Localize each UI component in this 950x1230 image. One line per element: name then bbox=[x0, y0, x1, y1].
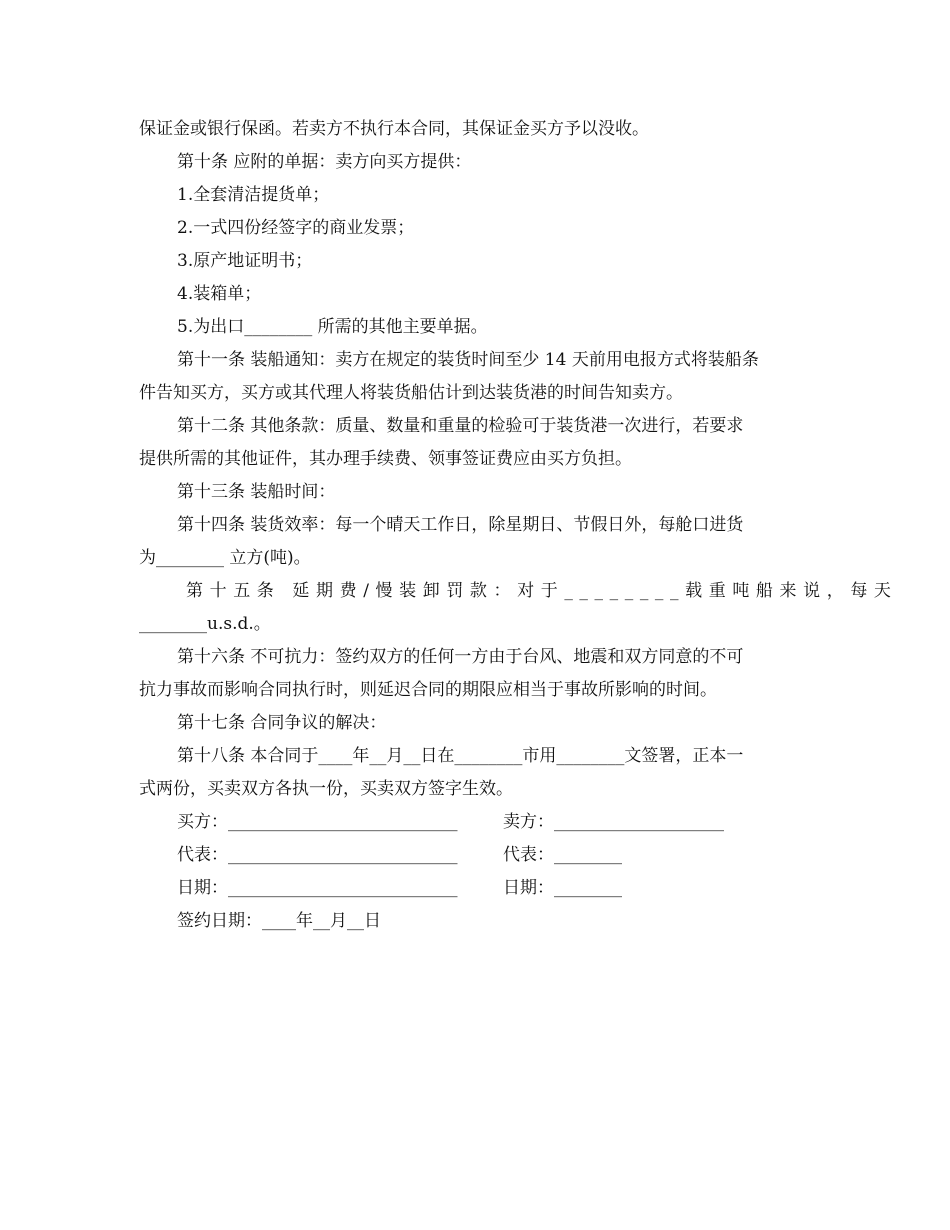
article-12-line-2: 提供所需的其他证件，其办理手续费、领事签证费应由买方负担。 bbox=[139, 449, 632, 469]
buyer-signature-line: 买方：___________________________ bbox=[177, 812, 458, 832]
document-item-5: 5.为出口________ 所需的其他主要单据。 bbox=[177, 317, 488, 337]
signing-date-line: 签约日期：____年__月__日 bbox=[177, 911, 381, 931]
article-18-line-1: 第十八条 本合同于____年__月__日在________市用________文签署，正本一 bbox=[177, 746, 744, 766]
article-12-line-1: 第十二条 其他条款：质量、数量和重量的检验可于装货港一次进行，若要求 bbox=[177, 416, 744, 436]
seller-date-line: 日期：________ bbox=[503, 878, 622, 898]
article-14-line-1: 第十四条 装货效率：每一个晴天工作日，除星期日、节假日外，每舱口进货 bbox=[177, 515, 744, 535]
article-17-line: 第十七条 合同争议的解决： bbox=[177, 713, 387, 733]
article-11-line-2: 件告知买方，买方或其代理人将装货船估计到达装货港的时间告知卖方。 bbox=[139, 383, 683, 403]
document-item-1: 1.全套清洁提货单； bbox=[177, 185, 330, 205]
seller-signature-line: 卖方：____________________ bbox=[503, 812, 724, 832]
article-16-line-1: 第十六条 不可抗力：签约双方的任何一方由于台风、地震和双方同意的不可 bbox=[177, 647, 744, 667]
article-15-line-1: 第十五条 延期费/慢装卸罚款：对于________载重吨船来说，每天 bbox=[186, 581, 898, 601]
buyer-representative-line: 代表：___________________________ bbox=[177, 845, 458, 865]
article-10-heading: 第十条 应附的单据：卖方向买方提供： bbox=[177, 152, 472, 172]
article-14-line-2: 为________ 立方(吨)。 bbox=[139, 548, 311, 568]
buyer-date-line: 日期：___________________________ bbox=[177, 878, 458, 898]
article-13-line: 第十三条 装船时间： bbox=[177, 482, 336, 502]
seller-representative-line: 代表：________ bbox=[503, 845, 622, 865]
article-15-line-2: ________u.s.d.。 bbox=[139, 614, 271, 634]
document-item-4: 4.装箱单； bbox=[177, 284, 262, 304]
document-item-3: 3.原产地证明书； bbox=[177, 251, 313, 271]
document-item-2: 2.一式四份经签字的商业发票； bbox=[177, 218, 415, 238]
article-18-line-2: 式两份，买卖双方各执一份，买卖双方签字生效。 bbox=[139, 779, 513, 799]
paragraph-line-deposit: 保证金或银行保函。若卖方不执行本合同，其保证金买方予以没收。 bbox=[139, 119, 649, 139]
article-16-line-2: 抗力事故而影响合同执行时，则延迟合同的期限应相当于事故所影响的时间。 bbox=[139, 680, 717, 700]
article-11-line-1: 第十一条 装船通知：卖方在规定的装货时间至少 14 天前用电报方式将装船条 bbox=[177, 350, 759, 370]
